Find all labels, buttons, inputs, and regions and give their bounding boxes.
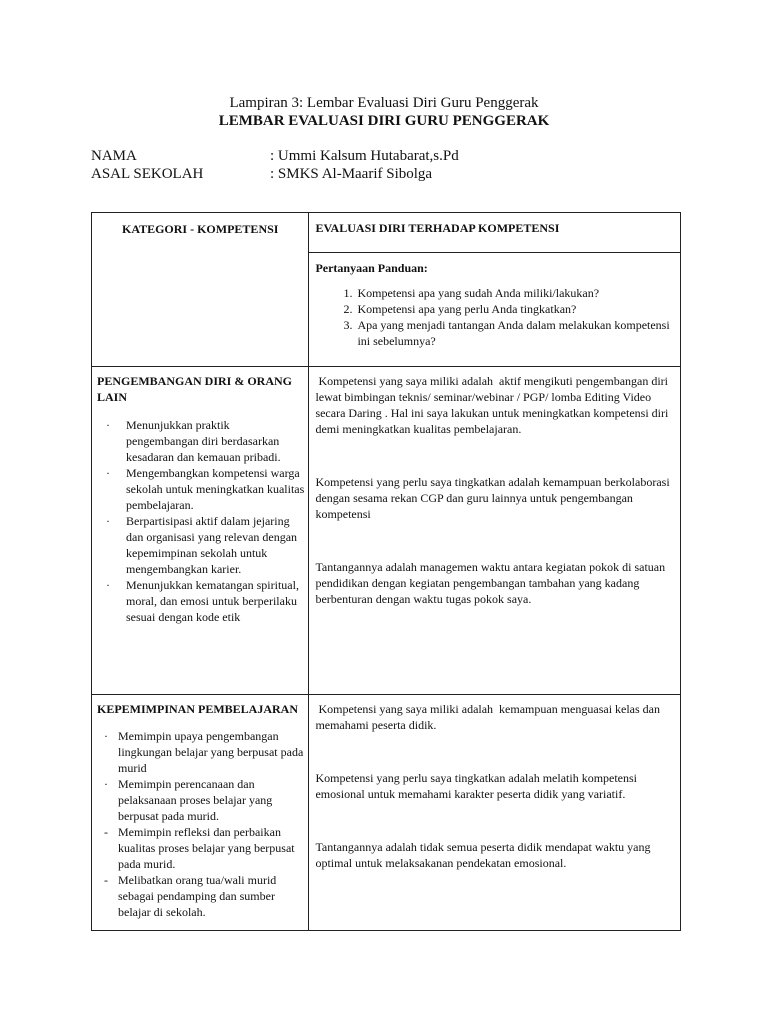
competency-list (92, 417, 308, 625)
document-header (0, 94, 768, 130)
response-block (309, 367, 680, 607)
response-cell (309, 367, 681, 695)
list-item (92, 872, 308, 920)
name-row (91, 147, 459, 165)
category-cell (92, 367, 309, 695)
evaluation-header: EVALUASI DIRI TERHADAP KOMPETENSI (315, 221, 560, 235)
guide-question: 1. Kompetensi apa yang sudah Anda miliki/lakukan? (355, 285, 680, 301)
identity-block (91, 147, 459, 183)
competency-text: Menunjukkan praktik pengembangan diri berdasarkan kesadaran dan kemauan pribadi. (126, 418, 281, 464)
list-item (92, 465, 308, 513)
competency-text: Memimpin perencanaan dan pelaksanaan proses belajar yang berpusat pada murid. (118, 777, 273, 823)
competency-text: Berpartisipasi aktif dalam jejaring dan organisasi yang relevan dengan kepemimpinan sekolah untuk mengembangkan karier. (126, 514, 298, 576)
bullet-marker: · (106, 418, 110, 432)
competency-list (92, 728, 308, 920)
bullet-marker: · (106, 466, 110, 480)
list-item (92, 824, 308, 872)
competency-text: Memimpin upaya pengembangan lingkungan belajar yang berpusat pada murid (118, 729, 304, 775)
response-improve: Kompetensi yang perlu saya tingkatkan adalah melatih kompetensi emosional untuk memahami karakter peserta didik yang variatif. (315, 771, 638, 801)
school-row (91, 165, 459, 183)
bullet-marker: · (106, 514, 110, 528)
guide-question: 3. Apa yang menjadi tantangan Anda dalam melakukan kompetensi ini sebelumnya? (355, 317, 680, 349)
response-challenge: Tantangannya adalah managemen waktu antara kegiatan pokok di satuan pendidikan dengan kegiatan pengembangan tambahan yang kadang berbenturan dengan waktu tugas pokok saya. (315, 560, 666, 606)
evaluation-header-cell (309, 213, 681, 253)
guide-title: Pertanyaan Panduan: (315, 261, 428, 275)
competency-text: Menunjukkan kematangan spiritual, moral, dan emosi untuk berperilaku sesuai dengan kode etik (126, 578, 299, 624)
school-value: : SMKS Al-Maarif Sibolga (270, 166, 433, 182)
response-challenge: Tantangannya adalah tidak semua peserta didik mendapat waktu yang optimal untuk melaksakanan pendekatan emosional. (315, 840, 651, 870)
guide-cell (309, 253, 681, 367)
response-improve: Kompetensi yang perlu saya tingkatkan adalah kemampuan berkolaborasi dengan sesama rekan CGP dan guru lainnya untuk pengembangan kompetensi (315, 475, 670, 521)
list-item (92, 776, 308, 824)
guide-questions-list (309, 285, 680, 349)
evaluation-table (91, 212, 681, 931)
bullet-marker: - (104, 873, 108, 887)
competency-text: Mengembangkan kompetensi warga sekolah untuk meningkatkan kualitas pembelajaran. (126, 466, 305, 512)
name-value: : Ummi Kalsum Hutabarat,s.Pd (270, 148, 459, 164)
category-title: PENGEMBANGAN DIRI & ORANG LAIN (97, 374, 292, 404)
competency-text: Melibatkan orang tua/wali murid sebagai pendamping dan sumber belajar di sekolah. (118, 873, 277, 919)
table-header-row (92, 213, 681, 253)
list-item (92, 513, 308, 577)
bullet-marker: · (104, 777, 108, 791)
school-label: ASAL SEKOLAH (91, 166, 204, 182)
response-owned: Kompetensi yang saya miliki adalah aktif mengikuti pengembangan diri lewat bimbingan teknis/ seminar/webinar / PGP/ lomba Editing Video secara Daring . Hal ini saya lakukan untuk meningkatkan kompetensi diri demi meningkatkan kualitas pembelajaran. (315, 374, 672, 436)
category-header-cell (92, 213, 309, 367)
bullet-marker: · (106, 578, 110, 592)
document-subtitle: LEMBAR EVALUASI DIRI GURU PENGGERAK (218, 113, 550, 129)
response-block (309, 695, 680, 871)
table-row-self-development (92, 367, 681, 695)
bullet-marker: · (104, 729, 108, 743)
category-cell (92, 695, 309, 931)
competency-text: Memimpin refleksi dan perbaikan kualitas proses belajar yang berpusat pada murid. (118, 825, 295, 871)
list-item (92, 577, 308, 625)
category-title: KEPEMIMPINAN PEMBELAJARAN (97, 702, 298, 716)
table-row-learning-leadership (92, 695, 681, 931)
category-header: KATEGORI - KOMPETENSI (121, 222, 279, 236)
guide-question: 2. Kompetensi apa yang perlu Anda tingkatkan? (355, 301, 680, 317)
response-cell (309, 695, 681, 931)
list-item (92, 417, 308, 465)
list-item (92, 728, 308, 776)
response-owned: Kompetensi yang saya miliki adalah kemampuan menguasai kelas dan memahami peserta didik. (315, 702, 664, 732)
document-title: Lampiran 3: Lembar Evaluasi Diri Guru Penggerak (229, 95, 539, 111)
name-label: NAMA (91, 148, 137, 164)
bullet-marker: - (104, 825, 108, 839)
